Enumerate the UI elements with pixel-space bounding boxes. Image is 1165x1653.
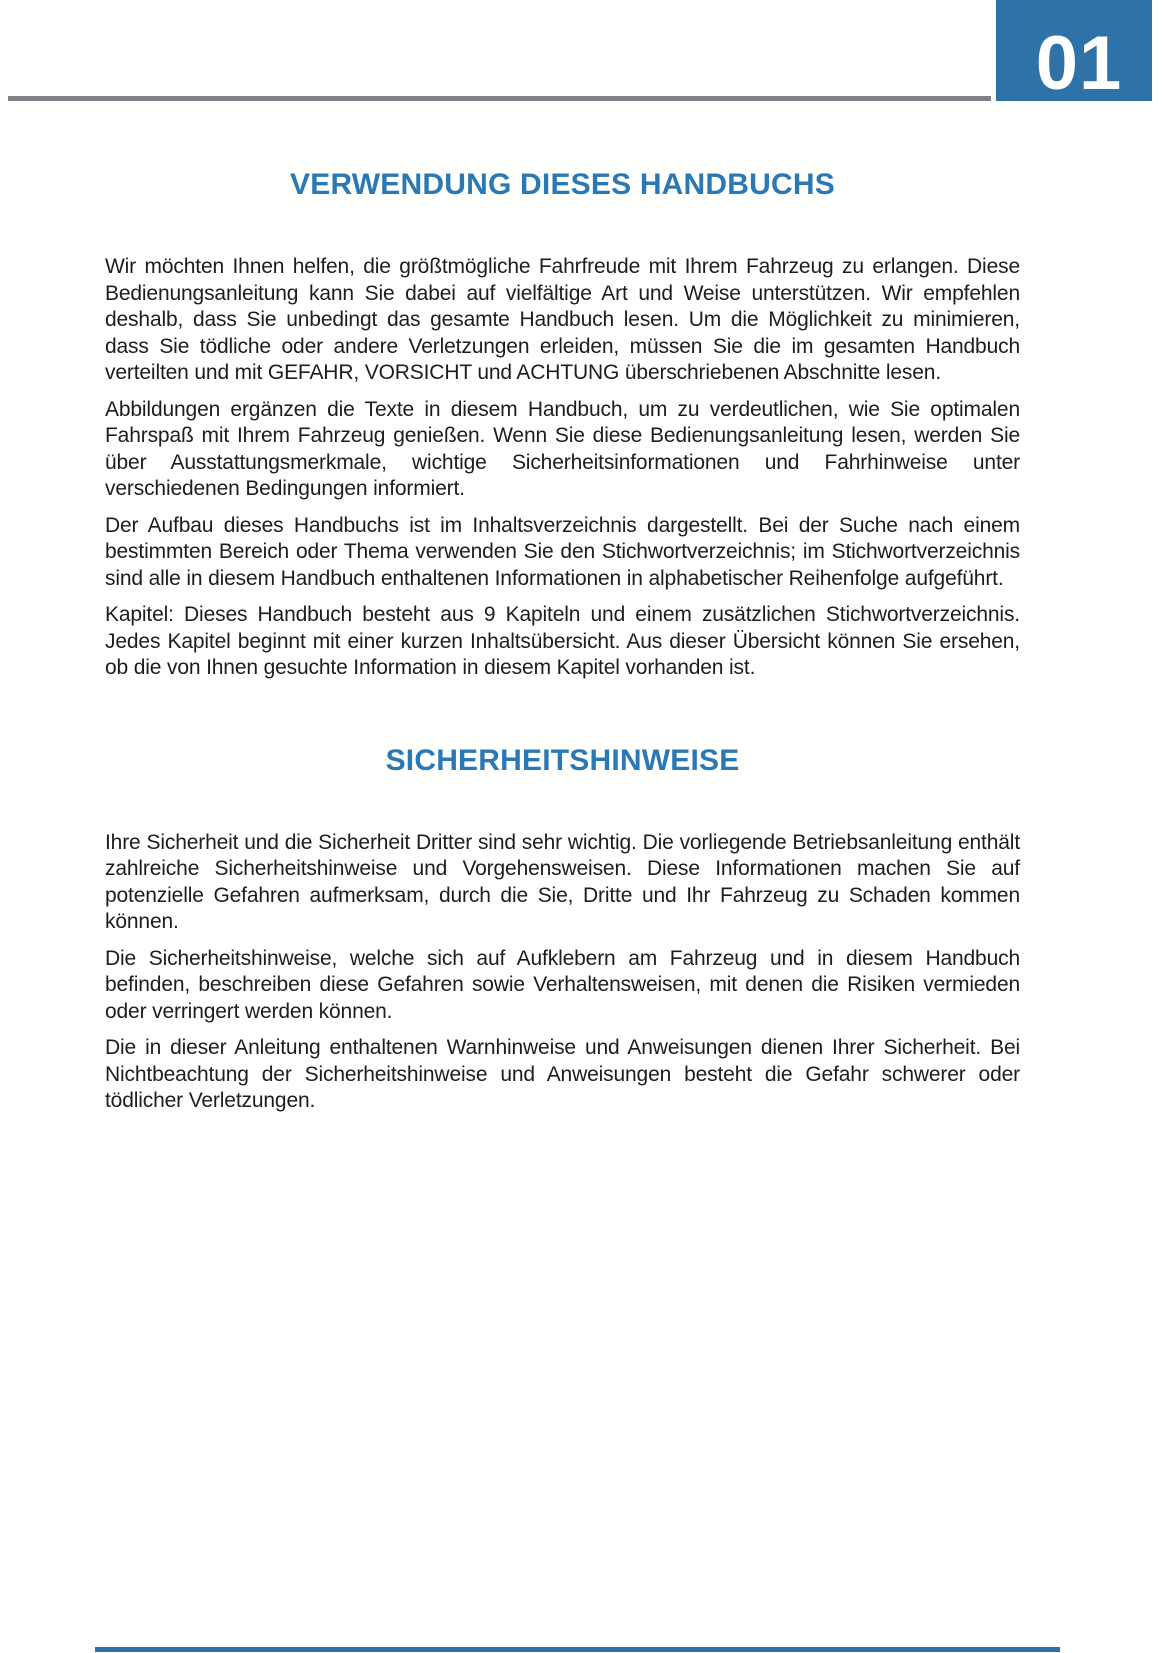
page-content <box>105 0 1020 1125</box>
paragraph-usage-1: Wir möchten Ihnen helfen, die größtmögliche Fahrfreude mit Ihrem Fahrzeug zu erlangen. Diese Bedienungsanleitung kann Sie dabei auf vielfältige Art und Weise unterstützen. Wir empfehlen deshalb, dass Sie unbedingt das gesamte Handbuch lesen. Um die Möglichkeit zu minimieren, dass Sie tödliche oder andere Verletzungen erleiden, müssen Sie die im gesamten Handbuch verteilten und mit GEFAHR, VORSICHT und ACHTUNG überschriebenen Abschnitte lesen. <box>105 255 1020 384</box>
section-heading-usage: VERWENDUNG DIESES HANDBUCHS <box>290 168 835 201</box>
paragraph-usage-4: Kapitel: Dieses Handbuch besteht aus 9 Kapiteln und einem zusätzlichen Stichwortverzeichnis. Jedes Kapitel beginnt mit einer kurzen Inhaltsübersicht. Aus dieser Übersicht können Sie ersehen, ob die von Ihnen gesuchte Information in diesem Kapitel vorhanden ist. <box>105 603 1020 679</box>
chapter-number: 01 <box>1035 21 1123 107</box>
paragraph-safety-1: Ihre Sicherheit und die Sicherheit Dritter sind sehr wichtig. Die vorliegende Betriebsanleitung enthält zahlreiche Sicherheitshinweise und Vorgehensweisen. Diese Informationen machen Sie auf potenzielle Gefahren aufmerksam, durch die Sie, Dritte und Ihr Fahrzeug zu Schaden kommen können. <box>105 830 1020 933</box>
section-usage <box>105 168 1020 682</box>
section-safety <box>105 744 1020 1115</box>
paragraph-safety-3: Die in dieser Anleitung enthaltenen Warnhinweise und Anweisungen dienen Ihrer Sicherheit. Bei Nichtbeachtung der Sicherheitshinweise und Anweisungen besteht die Gefahr schwerer oder tödlicher Verletzungen. <box>105 1036 1020 1112</box>
paragraph-usage-3: Der Aufbau dieses Handbuchs ist im Inhaltsverzeichnis dargestellt. Bei der Suche nach einem bestimmten Bereich oder Thema verwenden Sie den Stichwortverzeichnis; im Stichwortverzeichnis sind alle in diesem Handbuch enthaltenen Informationen in alphabetischer Reihenfolge aufgeführt. <box>105 513 1020 590</box>
section-heading-safety: SICHERHEITSHINWEISE <box>385 743 740 777</box>
paragraph-safety-2: Die Sicherheitshinweise, welche sich auf Aufklebern am Fahrzeug und in diesem Handbuch befinden, beschreiben diese Gefahren sowie Verhaltensweisen, mit denen die Risiken vermieden oder verringert werden können. <box>105 946 1020 1023</box>
footer-divider <box>95 1647 1060 1652</box>
paragraph-usage-2: Abbildungen ergänzen die Texte in diesem Handbuch, um zu verdeutlichen, wie Sie optimalen Fahrspaß mit Ihrem Fahrzeug genießen. Wenn Sie diese Bedienungsanleitung lesen, werden Sie über Ausstattungsmerkmale, wichtige Sicherheitsinformationen und Fahrhinweise unter verschiedenen Bedingungen informiert. <box>105 397 1020 500</box>
